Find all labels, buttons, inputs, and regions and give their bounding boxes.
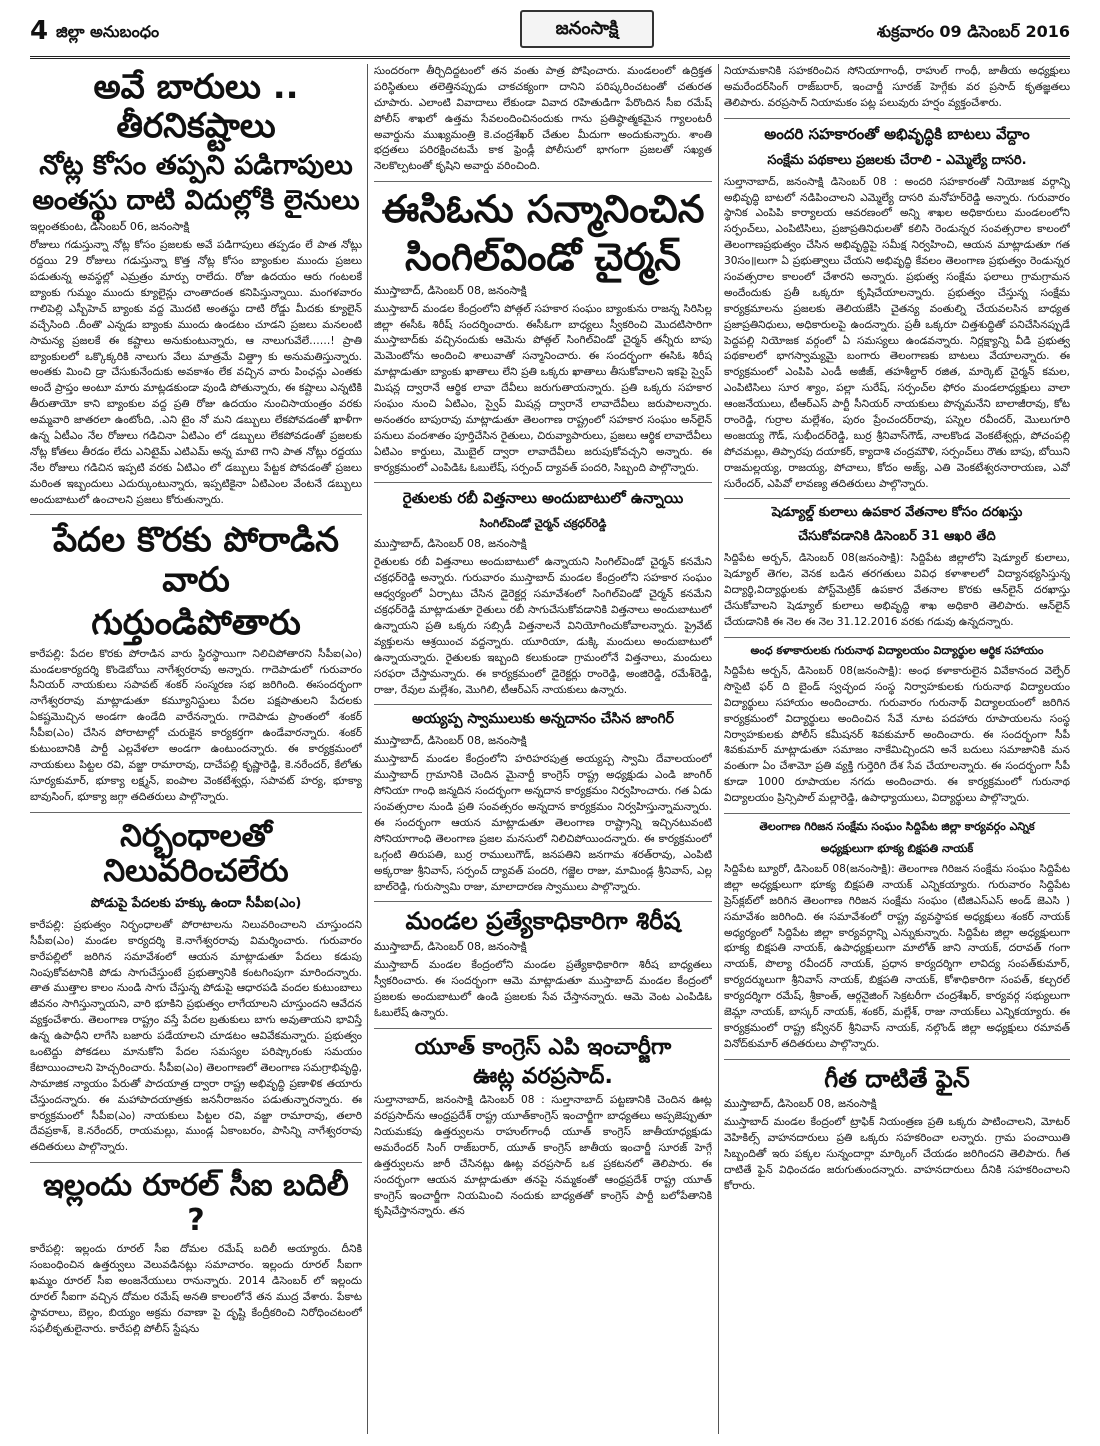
article-headline: సింగిల్‌విండో చైర్మన్ xyxy=(405,234,681,279)
article-headline: గుర్తుండిపోతారు xyxy=(91,602,301,643)
article-headline: గీత దాటితే ఫైన్ xyxy=(824,1064,970,1093)
article-subhead: పోడుపై పేదలకు హక్కు ఉందా సీపీఐ(ఎం) xyxy=(90,895,302,911)
article-body: ముస్తాబాద్ మండల కేంద్రంలో ట్రాఫిక్ నియంత్రణ ప్రతి ఒక్కరు పాటించాలని, మోటర్ వెహికిల్స్ వాహనదారులు ప్రతి ఒక్కరు సహకరించా లన్నారు. గ్రామ పంచాయితి సిబ్బందితో ఇరు పక్కల సున్నందార్లా మార్కింగ్ చేయడం జరిగిందని తెలిపారు. గీత దాటితే ఫైన్ విధించడం జరుగుతుందన్నారు. వాహనదారులు దీనికి సహకరించాలని కోరారు. xyxy=(724,1116,1070,1192)
article-headline: పేదల కొరకు పోరాడిన వారు xyxy=(52,520,340,600)
article-body: కారేపల్లి: ఇల్లందు రూరల్ సీఐ దోమల రమేష్ బదిలీ అయ్యారు. దీనికి సంబంధించిన ఉత్తర్వులు వెలువడినట్లు సమాచారం. ఇల్లందు రూరల్ సీఐగా ఖమ్మం రూరల్ సీఐ అంజనేయులు రానున్నారు. 2014 డిసెంబర్ లో ఇల్లందు రూరల్ సీఐగా వచ్చిన దోమల రమేష్ అనతి కాలంలోనే తన ముద్ర వేశారు. పేకాట స్థావరాలు, బెల్లం, బియ్యం అక్రమ రవాణా పై దృష్టి కేంద్రీకరించి నిరోధించటంలో సఫలీకృతులైనారు. కారేపల్లి పోలీస్ స్టేషను xyxy=(30,1243,362,1335)
article-dateline: ముస్తాబాద్, డిసెంబర్ 08, జనంసాక్షి xyxy=(374,734,527,748)
article-headline: తెలంగాణ గిరిజన సంక్షేమ సంఘం సిద్దిపేట జిల్లా కార్యవర్గం ఎన్నిక xyxy=(759,819,1035,833)
article-headline: నిర్భంధాలతో నిలువరించలేరు xyxy=(103,817,289,890)
article-dateline: ముస్తాబాద్, డిసెంబర్ 08, జనంసాక్షి xyxy=(724,1097,877,1111)
article-divider xyxy=(374,704,712,705)
article-subhead: నోట్ల కోసం తప్పని పడిగాపులు xyxy=(39,150,353,182)
article-divider xyxy=(374,181,712,182)
article-body: సుందరంగా తీర్చిదిద్దటంలో తన వంతు పాత్ర పోషించారు. మండలంలో ఉద్రిక్తత పరిస్థితులు తలెత్తినప్పుడు చాకచక్యంగా దానిని పరిష్కరించటంతో చతురత చూపారు. ఎలాంటి వివాదాలు లేకుండా వివాద రహితుడిగా పేరొందిన సీఐ రమేష్ పోలీస్ శాఖలో ఉత్తమ సేవలందించినందుకు గాను ప్రతిష్ఠాత్మకమైన గ్యాలంటరీ అవార్డును ముఖ్యమంత్రి కె.చంద్రశేఖర్ చేతుల మీదుగా అందుకున్నారు. శాంతి భద్రతలు పరిరక్షించటమే కాక ఫ్రెండ్లీ పోలీసులో భాగంగా ప్రజలతో సఖ్యత నెలకొల్పటంతో కృషిని అవార్డు వరించింది. xyxy=(374,65,712,173)
article-headline: అందరి సహకారంతో అభివృద్ధికి బాటలు వేద్దాం xyxy=(764,124,1030,143)
article-body: కారేపల్లి: పేదల కొరకు పోరాడిన వారు స్థిరస్థాయిగా నిలిచిపోతారని సీపీఐ(ఎం) మండలకార్యదర్శి కొండెబోయి నాగేశ్వరరావు అన్నారు. గాదెపాడులో గురువారం సీనియర్ నాయకులు సపావట్ శంకర్ సంస్మరణ సభ జరిగింది. ఈసందర్భంగా నాగేశ్వరరావు మాట్లాడుతూ కమ్యూనిస్టులు పేదల పక్షపాతులని పేదలకు ఏకష్టమొచ్చిన అండగా ఉండేది వారేనన్నారు. గాదెపాడు ప్రాంతంలో శంకర్ సీపీఐ(ఎం) చేసిన పోరాటాల్లో చురుకైన కార్యకర్తగా ఉండేవారన్నారు. శంకర్ కుటుంబానికి పార్టీ ఎల్లవేళలా అండగా ఉంటుందన్నారు. ఈ కార్యక్రమంలో నాయకులు పిట్టల రవి, వజ్జా రామారావు, దాచేపల్లి కృష్ణారెడ్డి, కె.నరేందర్, కేలోతు సూర్యకుమార్, భూక్యా లక్ష్మన్, ఐంపాల వెంకటేశ్వర్లు, సపావట్ హర్య, భూక్యా బావుసింగ్, భూక్యా జగ్గా తదితరులు పాల్గొన్నారు. xyxy=(30,647,362,803)
article-headline: ఊట్ల వరప్రసాద్. xyxy=(473,1063,613,1089)
newspaper-logo: జనంసాక్షి xyxy=(520,10,654,48)
article-divider xyxy=(30,812,362,813)
article-dateline: ముస్తాబాద్, డిసెంబర్ 08, జనంసాక్షి xyxy=(374,537,527,551)
article-divider xyxy=(724,637,1070,638)
article-headline: అంధ కళాకారులకు గురునాథ విద్యాలయం విద్యార్థుల ఆర్థిక సహాయం xyxy=(750,643,1044,657)
page-number: 4 xyxy=(30,16,49,46)
article-body: ముస్తాబాద్ మండల కేంద్రంలోని హరిహరపుత్ర అయ్యప్ప స్వామి దేవాలయంలో ముస్తాబాద్ గ్రామానికి చెందిన మైనార్టీ కాంగ్రెస్ రాష్ట్ర అధ్యక్షుడు ఎండి జాంగిర్ సోనియా గాంధి జన్మదిన సందర్భంగా అన్నదాన కార్యక్రమం నిర్వహించారు. గత ఏడు సంవత్సరాల నుండి ప్రతి సంవత్సరం అన్నదాన కార్యక్రమం నిర్వహిస్తున్నామన్నారు. ఈ సందర్భంగా ఆయన మాట్లాడుతూ తెలంగాణ రాష్ట్రాన్ని ఇచ్చినటువంటి సోనియాగాంధి తెలంగాణ ప్రజల మనసులో నిలిచిపోయిందన్నారు. ఈ కార్యక్రమంలో ఒగ్గంటి తిరుపతి, బుర్ర రాములుగౌడ్, జనపతిని జనగామ శరత్‌రావు, ఎంపిటి అక్కరాజు శ్రీనివాస్, సర్పంచ్ ద్యావత్ పందరి, గజ్జెల రాజు, మామిండ్ల శ్రీనివాస్, ఎల్ల బాల్‌రెడ్డి, గురుస్వామి రాజు, మాలాదారణ స్వాములు పాల్గొన్నారు. xyxy=(374,753,712,893)
article-headline: ఈసిఓను సన్మానించిన xyxy=(381,187,705,232)
article-headline: అయ్యప్ప స్వాములుకు అన్నదానం చేసిన జాంగిర్ xyxy=(412,711,674,728)
section-title: జిల్లా అనుబంధం xyxy=(56,22,160,41)
article-body: ముస్తాబాద్ మండల కేంద్రంలోని పోత్గల్ సహకార సంఘం బ్యాంకును రాజన్న సిరిసిల్ల జిల్లా ఈసీఓ శిరీష్ సందర్శించారు. ఈసీఓగా బాధ్యలు స్వీకరించి మొదటిసారిగా ముస్తాబాద్‌కు వచ్చినందుకు ఆమెను పోత్గల్ సింగిల్‌విండో చైర్మన్ తన్నీరు బాపు మెమెంటోను అందించి శాలువాతో సన్మానించారు. ఈ సందర్భంగా ఈసిఓ శిరీష మాట్లాడుతూ బ్యాంకు ఖాతాలు లేని ప్రతి ఒక్కరు ఖాతాలు తీసుకోవాలని ఇకపై స్వైప్ మిషన్ల ద్వారానే ఆర్థిక లావా దేవీలు జరుగుతాయన్నారు. ప్రతి ఒక్కరు సహకార సంఘం నుంచి ఏటిఎం, స్వైప్ మిషన్ల ద్వారానే లావాదేవీలు జరుపాలన్నారు. అనంతరం బాపురావు మాట్లాడుతూ తెలంగాణ రాష్ట్రంలో సహకార సంఘం అన్‌లైన్ పనులు వందశాతం పూర్తిచేసిన రైతులు, చిరువ్యాపారులు, ప్రజలు ఆర్థిక లావాదేవీలు ఏటిఎం కార్డులు, మొబైల్ ద్వారా లావాదేవీలు జరుపుకోవచ్చని అన్నారు. ఈ కార్యక్రమంలో ఎంపిడిఓ ఓబులేష్, సర్పంచ్ ద్యావత్ పందరి, సిబ్బంది పాల్గొన్నారు. xyxy=(374,302,712,474)
article-headline: రైతులకు రబీ విత్తనాలు అందుబాటులో ఉన్నాయి xyxy=(402,489,684,508)
column-middle xyxy=(374,64,712,1434)
column-divider xyxy=(718,64,719,1434)
article-body: కారేపల్లి: ప్రభుత్వం నిర్భంధాలతో పోరాటాలను నిలువరించాలని చూస్తుందని సీపీఐ(ఎం) మండల కార్యదర్శి కె.నాగేశ్వరరావు విమర్శించారు. గురువారం కారేపల్లిలో జరిగిన సమావేశంలో ఆయన మాట్లాడుతూ పేదలు కడుపు నింపుకోవటానికి పోడు సాగుచేస్తుంటే ప్రభుత్వానికి కంటగింపుగా మారిందన్నారు. తాత ముత్తాల కాలం నుండి సాగు చేస్తున్న పోడుపై ఆధారపడి వందల కుటుంబాలు జీవనం సాగిస్తున్నాయని, వారి భూకిని ప్రభుత్వం లాగేయాలని చూస్తుందని ఆవేదన వ్యక్తంచేశారు. తెలంగాణ రాష్ట్రం వస్తే పేదల బ్రతుకులు బాగు అవుతాయని భావిస్తే ఉన్న ఉపాధీని లాగేసి బజారు పడేయాలని చూడటం ఆవివేకమన్నారు. ప్రభుత్వం ఒంటెద్దు పోకడలు మానుకోని పేదల సమస్యల పరిష్కారంకు సమయం కేటాయించాలని హెచ్చరించారు. సీపీఐ(ఎం) తెలంగాణలో తెలంగాణ సమగ్రాభివృద్ధి, సామాజిక న్యాయం పేరుతో పాదయాత్ర ద్వారా రాష్ట్ర అభివృద్ధి ప్రణాళిక తయారు చేస్తుందన్నారు. ఈ మహాపాదయాత్రకు జననీరాజనం పడుతున్నారన్నారు. ఈ కార్యక్రమంలో సీపీఐ(ఎం) నాయకులు పిట్టల రవి, వజ్జా రామారావు, తలారి దేవప్రకాశ్, కె.నరేందర్, రాయమల్లు, ముండ్ల ఏకాంబరం, పాసిన్ని నాగేశ్వరరావు తదితరులు పాల్గొన్నారు. xyxy=(30,918,362,1154)
article-divider xyxy=(30,514,362,515)
article-headline: మండల ప్రత్యేకాధికారిగా శిరీష xyxy=(405,907,681,936)
article-body: సుల్తానాబాద్, జనంసాక్షి డిసెంబర్ 08 : సుల్తానాబాద్ పట్టణానికి చెందిన ఊట్ల వరప్రసాద్‌ను ఆంధ్రప్రదేశ్ రాష్ట్ర యూత్‌కాంగ్రెస్ ఇంచార్జీగా బాధ్యతలు అప్పజెప్పుతూ నియమకపు ఉత్తర్వులను రాహుల్‌గాంధీ యూత్ కాంగ్రెస్ జాతీయాధ్యక్షుడు అమరేందర్ సింగ్ రాజ్‌బరార్, యూత్ కాంగ్రెస్ జాతీయ ఇంచార్జీ సూరజ్ హెగ్గే ఉత్తర్వులను జారీ చేసినట్లు ఊట్ల వరప్రసాద్ ఒక ప్రకటనలో తెలిపారు. ఈ సందర్భంగా ఆయన మాట్లాడుతూ తనపై నమ్మకంతో ఆంధ్రప్రదేశ్ రాష్ట్ర యూత్ కాంగ్రెస్ ఇంచార్జీగా నియమించి నందుకు బాధ్యతతో కాంగ్రెస్ పార్టీ బలోపేతానికి కృషిచేస్తానన్నారు. తన xyxy=(374,1094,712,1218)
article-dateline: ముస్తాబాద్, డిసెంబర్ 08, జనంసాక్షి xyxy=(374,940,527,954)
article-headline: యూత్ కాంగ్రెస్ ఎపి ఇంచార్జీగా xyxy=(414,1034,672,1060)
article-body: సిద్దిపేట బ్యూరో, డిసెంబర్ 08(జనంసాక్షి): తెలంగాణ గిరిజన సంక్షేమ సంఘం సిద్దిపేట జిల్లా అధ్యక్షులుగా భూక్య బిక్షపతి నాయక్ ఎన్నికయ్యారు. గురువారం సిద్దిపేట ప్రెస్‌క్లబ్‌లో జరిగిన తెలంగాణ గిరిజన సంక్షేమ సంఘం (టిజిఎస్ఎస్ అండ్ జెఎసి ) సమావేశం జరిగింది. ఈ సమావేశంలో రాష్ట్ర వ్యవస్థాపక అధ్యక్షులు శంకర్ నాయక్ అధ్యర్యంలో సిద్దిపేట జిల్లా కార్యవర్గాన్ని ఎన్నుకున్నారు. సిద్దిపేట జిల్లా అధ్యక్షులుగా భూక్య బిక్షపతి నాయక్, ఉపాధ్యక్షులుగా మాలోత్ జాని నాయక్, దరావత్ గంగా నాయక్, పొల్యా రవీందర్ నాయక్, ప్రధాన కార్యదర్శిగా లావిద్య సంపత్‌కుమార్, కార్యదర్శులుగా శ్రీనివాస్ నాయక్, బిక్షపతి నాయక్, కోశాధికారిగా సంపత్, కల్చరల్ కార్యదర్శిగా రమేష్, శ్రీకాంత్, ఆర్గనైజింగ్ సెక్రటరీగా చంద్రశేఖర్, కార్యవర్గ సభ్యులుగా జెమ్లా నాయక్, బాస్కర్ నాయక్, శంకర్, మల్లేశ్, రాజు నాయక్‌లు ఎన్నికయ్యారు. ఈ కార్యక్రమంలో రాష్ట్ర కన్వీనర్ శ్రీనివాస్ నాయక్, నల్గొండ్ జిల్లా అధ్యక్షులు రమావత్ వినోద్‌కుమార్ తదితరులు పాల్గొన్నారు. xyxy=(724,862,1070,1050)
article-body: ముస్తాబాద్ మండల కేంద్రంలోని మండల ప్రత్యేకాధికారిగా శిరీష బాధ్యతలు స్వీకరించారు. ఈ సందర్భంగా ఆమె మాట్లాడుతూ ముస్తాబాద్ మండల కేంద్రంలో ప్రజలకు అందుబాటులో ఉండి ప్రజలకు సేవ చేస్తానన్నారు. ఆమె వెంట ఎంపిడిఓ ఓబులేష్ ఉన్నారు. xyxy=(374,959,712,1019)
page-header xyxy=(30,8,1070,59)
article-headline: అవే బారులు .. తీరనికష్టాలు xyxy=(93,67,299,147)
issue-date: శుక్రవారం 09 డిసెంబర్ 2016 xyxy=(876,22,1070,41)
article-body: సిద్దిపేట అర్బన్, డిసెంబర్ 08(జనంసాక్షి): అంధ కళాకారులైన వివేకానంద వెల్ఫేర్ సొసైటి ఫర్ ది బైండ్ స్వచ్ఛంద సంస్థ నిర్వాహకులకు గురునాథ విద్యాలయం విద్యార్థులు సహాయం అందించారు. గురువారం గురునాథ్ విద్యాలయంలో జరిగిన కార్యక్రమంలో విద్యార్థులు అందించిన సేవే నూట పదహారు రూపాయలను సంస్థ నిర్వాహకులకు పోలీస్ కమీషనర్ శివకుమార్ అందించారు. ఈ సందర్భంగా సీపీ శివకుమార్ మాట్లాడుతూ సమాజం నాకేమిచ్చిందని అనే బదులు సమాజానికి మన వంతుగా ఏం చేశామో ప్రతి వ్యక్తి గుర్తెరిగి దేశ సేవ చేయాలన్నారు. ఈ సందర్భంగా సీపీ కూడా 1000 రూపాయల నగదు అందించారు. ఈ కార్యక్రమంలో గురునాథ విద్యాలయం ప్రిన్సిపాల్ మల్లారెడ్డి, ఉపాధ్యాయులు, విద్యార్థులు పాల్గొన్నారు. xyxy=(724,664,1070,805)
article-divider xyxy=(724,813,1070,814)
article-headline: చేసుకోవడానికి డిసెంబర్ 31 ఆఖరి తేది xyxy=(798,529,996,545)
article-subhead: సింగిల్‌విండో చైర్మన్ చక్రధర్‌రెడ్డి xyxy=(479,517,607,531)
article-divider xyxy=(30,1162,362,1163)
column-left xyxy=(30,64,362,1434)
article-dateline: ఇల్లంతకుంట, డిసెంబర్ 06, జనంసాక్షి xyxy=(30,220,190,234)
article-divider xyxy=(724,118,1070,119)
article-divider xyxy=(374,1028,712,1029)
column-divider xyxy=(367,64,368,1434)
article-divider xyxy=(724,498,1070,499)
article-headline: షెడ్యూల్డ్ కులాలు ఉపకార వేతనాల కోసం దరఖస్తు xyxy=(771,505,1023,521)
article-subhead: అంతస్థు దాటి విదుల్లోకి లైనులు xyxy=(32,185,360,217)
article-body: రోజులు గడుస్తున్నా నోట్ల కోసం ప్రజలకు అవే పడిగాపులు తప్పడం లే పాత నోట్లు రద్దయి 29 రోజులు గడుస్తున్నా కొత్త నోట్ల కోసం బ్యాంకుల ముందు ప్రజలు పడుతున్న అవస్థల్లో ఎమ్రత్రం మార్పు రాలేదు. రోజు ఉదయం ఆరు గంటలకే బ్యాంకు గుమ్మం ముందు క్యూలైన్లు చాంతాదంత కనిపిస్తున్నాయి. మంగళవారం గాలిపెల్లి ఎస్బీహెచ్ బ్యాంకు వద్ద మొదటి అంతస్థు దాటి రోడ్డు మీదకు క్యూలైన్ వచ్చేసింది .దీంతొ ఎన్నడు బ్యాంకు ముందు ఉండటం చూడని ప్రజలు మనలంటి సామన్య ప్రజలకే ఈ కష్టాలు అనుకుంటున్నారు, ఆ నాలుగువేలే……! ప్రాతి బ్యాంకులలో ఒక్కొక్కరికి నాలుగు వేలు మాత్రమే విత్డ్రా కు అనుమతిస్తున్నారు. అంతకు మించి డ్రా చేసుకునేందుకు అవకాశం లేక వచ్చిన వారు పింఛన్లు ఎంతకు అందే ప్రాప్తం అంటూ మారు మాట్లడకుండా వుండి పోతున్నారు, ఈ కష్టాలు ఎన్నటికి తీరుతాయో కాని బ్యాంకుల వద్ద ప్రతి రోజు ఉదయం నుంచిసాయంత్రం వరకు అమ్మవారి జాతరలా ఉంటోంది, .ఎని టైం నో మని డబ్బులు లేకపోవడంతో ఖాళీగా ఉన్న ఏటీఎం నేల రోజులు గడిచినా ఏటిఎం లో డబ్బులు లేకపోవడంతో ప్రజలకు నోట్ల కోతలు తీరడం లేదు ఎనిటైమ్ ఎటిఎమ్ అన్న మాటె గాని పాత నోట్లు రద్దయు నేల రోజులు గడిచిన ఇప్పటి వరకు ఏటిఎం లో డబ్బులు పేట్టక పోవడంతో ప్రజలు మరింత ఇబ్బందులు ఎదుర్కుంటున్నారు, ఇప్పటికైనా ఏటిఎంల వేంటనే డబ్బులు అందుబాటులో ఉంచాలని ప్రజలు కోరుతున్నారు. xyxy=(30,239,362,506)
article-body: సుల్తానాబాద్, జనంసాక్షి డిసెంబర్ 08 : అందరి సహకారంతో నియోజక వర్గాన్ని అభివృద్ధి బాటలో నడిపించాలని ఎమ్మెల్యే దాసరి మనోహర్‌రెడ్డి అన్నారు. గురువారం స్థానిక ఎంపిపి కార్యాలయ ఆవరణంలో అన్ని శాఖల అధికారులు మండలంలోని సర్పంచ్‌లు, ఎంపిటిసిలు, ప్రజాప్రతినిధులతో కలిసి రెండున్నర సంవత్సరాల కాలంలో తెలంగాణప్రభుత్వం చేసిన అభివృద్ధిపై సమీక్ష నిర్వహించి, ఆయన మాట్లాడుతూ గత 30సం॥లుగా ఏ ప్రభుత్వాలు చేయని అభివృద్ధి కేవలం తెలంగాణ ప్రభుత్వం రెండున్నర సంవత్సరాల కాలంలో చేశారని అన్నారు. ప్రభుత్వ సంక్షేమ ఫలాలు గ్రామగ్రామన అందేందుకు ప్రతీ ఒక్కరూ కృషిచేయాలన్నారు. ప్రభుత్వం చేస్తున్న సంక్షేమ కార్యక్రమాలను ప్రజలకు తెలియజేసి చైతన్య వంతుల్ని చేయవలసిన బాధ్యత ప్రజాప్రతినిధులు, అధికారులపై ఉందన్నారు. ప్రతీ ఒక్కరూ చిత్తశుద్ధితో పనిచేసినప్పుడే పెద్దపల్లి నియోజక వర్గంలో ఏ సమస్యలు ఉండవన్నారు. నిర్లక్ష్యాన్ని వీడి ప్రభుత్వ పథకాలలో భాగస్వామ్యమై బంగారు తెలంగాణకు బాటలు వేయాలన్నారు. ఈ కార్యక్రమంలో ఎంపిపి ఎండీ అజీజ్, తహశీల్దార్ రజిత, మార్కెట్ చైర్మన్ కమల, ఎంపిటిసిలు సూర శ్యాం, పల్లా సురేష్, సర్పంచ్‌ల ఫోరం మండలాధ్యక్షులు వాలా ఆంజనేయులు, టీఆర్ఎస్ పార్టీ సీనియర్ నాయకులు పొన్నమనేని బాలాజీరావు, కోట రాంరెడ్డి, గుర్రాల మల్లేశం, పురం ప్రేంచందర్‌రావు, పస్నెల రవీందర్, మొలుగూరి అంజయ్య గౌడ్, సుభీందర్‌రెడ్డి, బుర్ర శ్రీనివాస్‌గౌడ్, నాలకొండ వెంకటేశ్వర్లు, పోచంపల్లి పోచమల్లు, తిప్పారపు దయాకర్, క్యాదాశి చంద్రమౌళి, సర్పంచ్‌లు రౌతు బాపు, బోయిని రాజమల్లయ్య, రాజయ్య, పోచాలు, కోదం అజ్య్, ఎతి వెంకటేశ్వరనారాయణ, ఎవో సురేందర్, ఎపివో లావణ్య తదితరులు పాల్గొన్నారు. xyxy=(724,175,1070,490)
article-dateline: ముస్తాబాద్, డిసెంబర్ 08, జనంసాక్షి xyxy=(374,283,527,297)
article-subhead: అధ్యక్షులుగా భూక్య బిక్షపతి నాయక్ xyxy=(820,841,974,855)
article-headline: ఇల్లందు రూరల్ సీఐ బదిలీ ? xyxy=(43,1168,349,1238)
column-right xyxy=(724,64,1070,1434)
article-subhead: సంక్షేమ పథకాలు ప్రజలకు చేరాలి - ఎమ్మెల్యే దాసరి. xyxy=(767,152,1027,168)
article-divider xyxy=(724,1059,1070,1060)
article-divider xyxy=(374,482,712,483)
article-divider xyxy=(374,901,712,902)
article-body: నియామకానికి సహకరించిన సోనియాగాంధీ, రాహుల్ గాంధీ, జాతీయ అధ్యక్షులు అమరేందర్‌సింగ్ రాజ్‌బరార్, ఇంచార్జీ సూరజ్ హెగ్గేకు వర ప్రసాద్ కృతజ్ఞతలు తెలిపారు. వరప్రసాద్ నియామకం పట్ల పలువురు హర్షం వ్యక్తంచేశారు. xyxy=(724,65,1070,109)
article-body: సిద్దిపేట అర్బన్, డిసెంబర్ 08(జనంసాక్షి): సిద్దిపేట జిల్లాలోని షెడ్యూల్ కులాలు, షెడ్యూల్ తెగల, వెనక బడిన తరగతులు వివిధ కళాశాలలో విద్యానభ్యసిస్తున్న విద్యార్థి,విద్యార్థులకు పోస్ట్‌మెట్రిక్ ఉపకార వేతనాల కొరకు ఆన్‌లైన్ దరఖాస్తు చేసుకోవాలని షెడ్యూల్ కులాలు అభివృద్ధి శాఖ అధికారి తెలిపారు. ఆన్‌లైన్ చేయడానికి ఈ నెల ఈ నెల 31.12.2016 వరకు గడువు ఉన్నదన్నారు. xyxy=(724,552,1070,629)
article-body: రైతులకు రబీ విత్తనాలు అందుబాటులో ఉన్నాయని సింగిల్‌విండో చైర్మన్ కనమేని చక్రధర్‌రెడ్డి అన్నారు. గురువారం ముస్తాబాద్ మండల కేంద్రంలోని సహకార సంఘం ఆధ్వర్యంలో ఏర్పాటు చేసిన డైరెక్టర్ల సమావేశంలో సింగిల్‌విండో చైర్మన్ కనమేని చక్రధర్‌రెడ్డి మాట్లాడుతూ రైతులు రబీ సాగుచేసుకోవడానికి విత్తనాలు అందుబాటులో ఉన్నాయని ప్రతి ఒక్కరు సబ్సిడీ విత్తనాలనే వినియోగించుకోవాలన్నారు. ప్రైవేట్ వ్యక్తులను ఆశ్రయించ వద్దన్నారు. యూరియా, డుక్కి మందులు అందుబాటులో ఉన్నాయన్నారు. రైతులకు ఇబ్బంది కలుకుండా గ్రామంలోనే విత్తనాలు, మందులు సరఫరా చేస్తామన్నారు. ఈ కార్యక్రమంలో డైరెక్టర్లు రాంరెడ్డి, అంజిరెడ్డి, రమేశ్‌రెడ్డి, రాజు, రేవుల మల్లేశం, మొగిలి, టీఆర్ఎస్ నాయకులు ఉన్నారు. xyxy=(374,556,712,696)
